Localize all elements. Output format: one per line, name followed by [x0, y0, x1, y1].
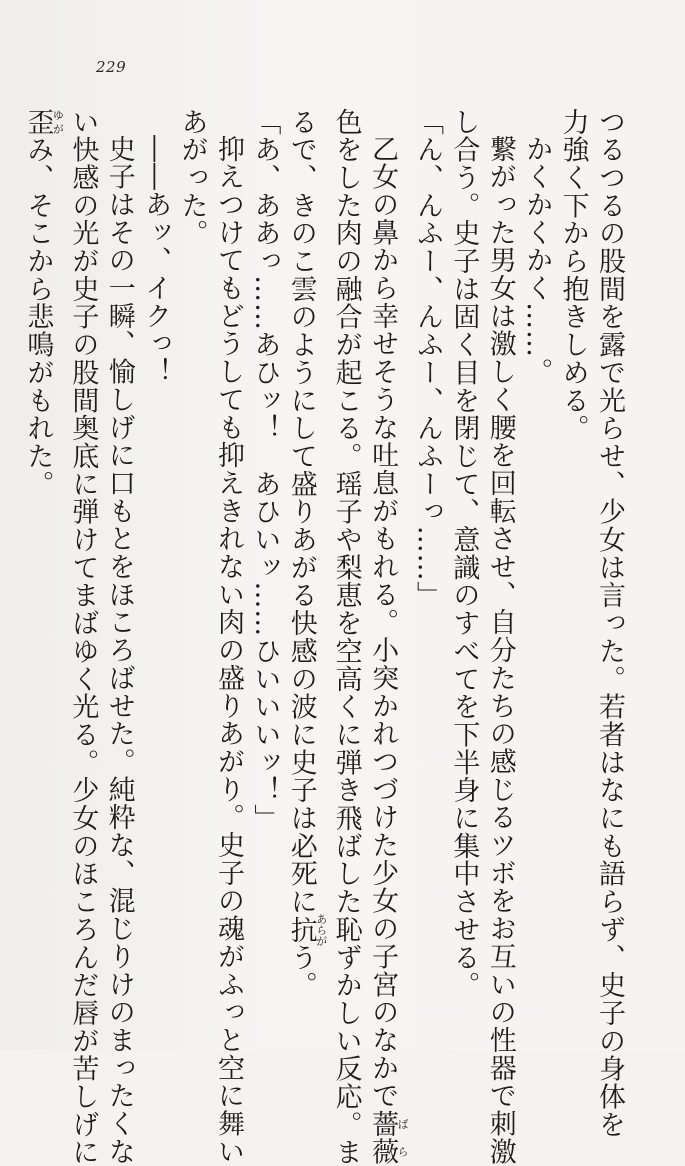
text-line — [282, 108, 327, 1008]
body-text — [22, 108, 627, 1166]
line-text: 「あ、ああっ……あひッ！ あひいッ……ひいいいッ！」 — [249, 108, 281, 833]
line-indent — [100, 108, 136, 135]
text-line — [210, 108, 246, 1166]
line-text: い快感の光が史子の股間奥底に弾けてまばゆく光る。少女のほころんだ唇が苦しげに — [67, 108, 99, 1166]
ruby-reading: あらが — [314, 913, 328, 947]
line-text-after-ruby: う。 — [285, 943, 317, 1000]
ruby-word — [285, 913, 328, 947]
text-line — [445, 108, 481, 1008]
line-text: つるつるの股間を露で光らせ、少女は言った。若者はなにも語らず、史子の身体を — [594, 108, 625, 1139]
line-indent — [210, 108, 246, 135]
line-text: 繋がった男女は激しく腰を回転させ、自分たちの感じるツボをお互いの性器で刺激 — [484, 135, 516, 1166]
text-line — [518, 108, 554, 1008]
text-line — [100, 108, 136, 1166]
ruby-word — [367, 1109, 410, 1166]
ruby-base: 歪 — [22, 108, 54, 136]
text-line — [137, 108, 173, 1008]
ruby-reading: ゆが — [51, 108, 65, 136]
ruby-base: 薔薇 — [367, 1109, 399, 1166]
page-number: 229 — [96, 58, 127, 76]
text-line — [554, 108, 590, 1008]
text-line — [481, 108, 517, 1166]
line-text: 乙女の鼻から幸せそうな吐息がもれる。小突かれつづけた少女の子宮のなかで — [367, 135, 399, 1110]
ruby-reading: ばら — [396, 1109, 410, 1166]
line-text: 「ん、んふー、んふー、んふーっ……」 — [411, 108, 443, 610]
line-text: あがった。 — [176, 108, 208, 248]
line-text: かくかくかく……。 — [521, 135, 553, 386]
text-line — [173, 108, 209, 1008]
line-indent — [364, 108, 400, 135]
line-text: ――あッ、イクっ！ — [140, 135, 172, 386]
line-text: 抑えつけてもどうしても抑えきれない肉の盛りあがり。史子の魂がふっと空に舞い — [212, 135, 244, 1166]
text-line — [364, 108, 410, 1166]
text-line — [591, 108, 627, 1139]
line-indent — [518, 108, 554, 135]
line-text: し合う。史子は固く目を閉じて、意識のすべてを下半身に集中させる。 — [448, 108, 480, 1000]
text-line — [19, 108, 64, 1008]
text-line — [64, 108, 100, 1166]
line-indent — [481, 108, 517, 135]
text-line — [246, 108, 282, 1008]
line-text-after-ruby: み、そこから悲鳴がもれた。 — [22, 135, 54, 498]
ruby-word — [22, 108, 65, 136]
line-text: 力強く下から抱きしめる。 — [557, 108, 589, 443]
ruby-base: 抗 — [285, 913, 317, 947]
line-text: るで、きのこ雲のようにして盛りあがる快感の波に史子は必死に — [285, 108, 317, 916]
line-text: 色をした肉の融合が起こる。瑶子や梨恵を空高くに弾き飛ばした恥ずかしい反応。ま — [330, 108, 362, 1166]
text-line — [409, 108, 445, 1008]
line-indent — [137, 108, 173, 135]
line-text: 史子はその一瞬、愉しげに口もとをほころばせた。純粋な、混じりけのまったくな — [103, 135, 135, 1166]
text-line — [327, 108, 363, 1166]
